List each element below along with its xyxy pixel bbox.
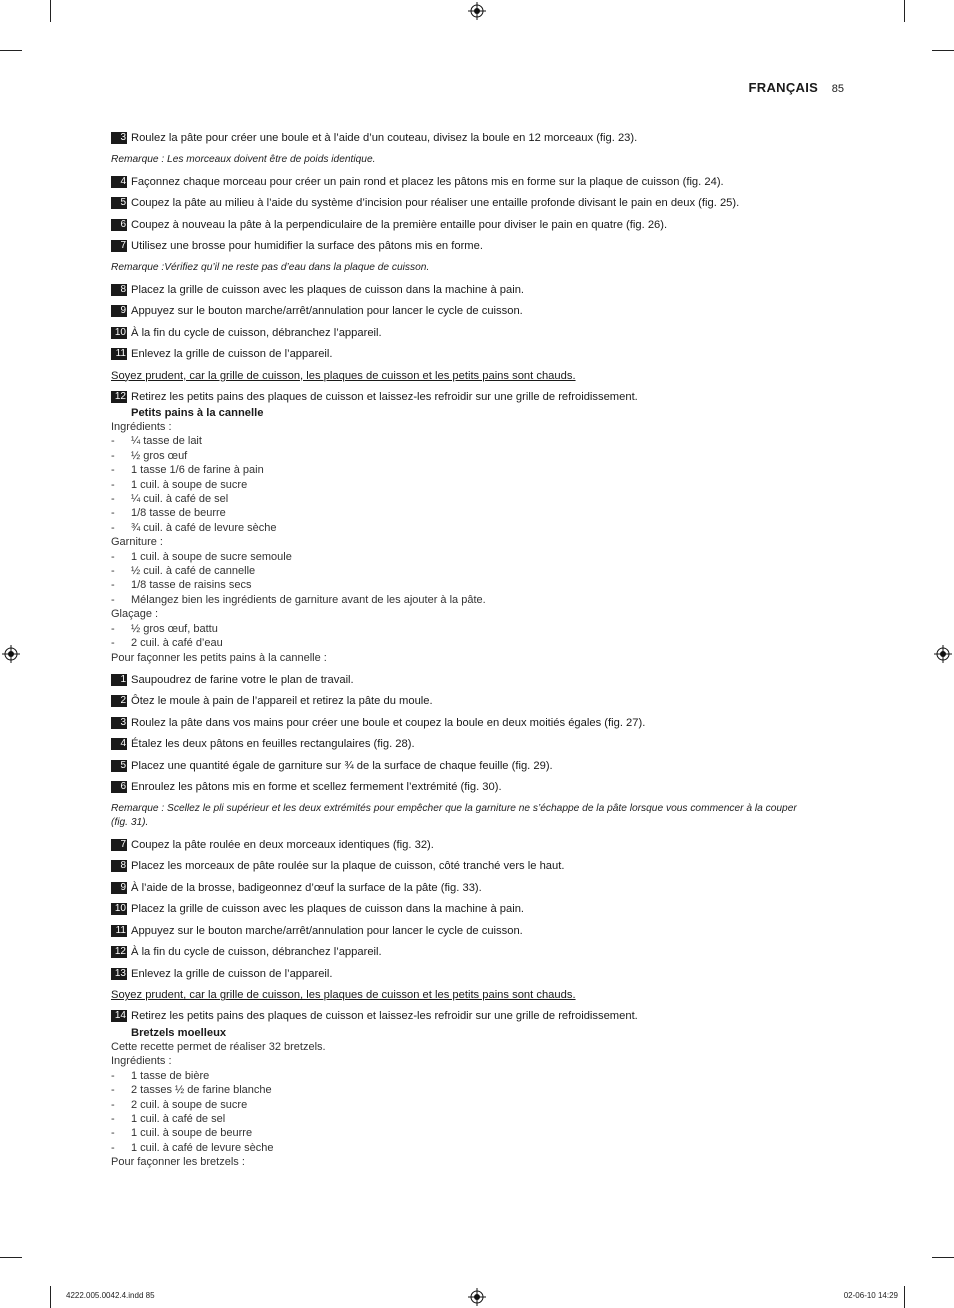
crosshair-registration-icon [468,1288,486,1306]
step-text: Utilisez une brosse pour humidifier la surface des pâtons mis en forme. [131,240,483,252]
dash-bullet: - [111,435,115,448]
list-item-text: ¼ cuil. à café de sel [131,493,229,506]
step-item [111,759,831,781]
dash-bullet: - [111,1069,115,1082]
intro-text: Cette recette permet de réaliser 32 bretzels. [111,1040,326,1053]
dash-bullet: - [111,1112,115,1125]
crop-mark [50,1286,51,1308]
step-number: 3 [111,132,127,144]
dash-bullet: - [111,637,115,650]
list-item [111,463,831,477]
step-item [111,924,831,946]
step-item [111,838,831,860]
crop-mark [904,0,905,22]
shape-label: Pour façonner les bretzels : [111,1156,245,1169]
step-list [111,175,831,261]
step-text: Appuyez sur le bouton marche/arrêt/annulation pour lancer le cycle de cuisson. [131,305,523,317]
step-number: 4 [111,176,127,188]
step-text: Retirez les petits pains des plaques de cuisson et laissez-les refroidir sur une grille de refroidissement. [131,1010,638,1023]
step-item [111,694,831,716]
crop-mark [932,1257,954,1258]
crosshair-registration-icon [2,645,20,663]
step-item [111,347,831,369]
step-item [111,716,831,738]
step-text: Appuyez sur le bouton marche/arrêt/annulation pour lancer le cycle de cuisson. [131,924,523,937]
step-item [111,902,831,924]
step-number: 1 [111,674,127,686]
step-number: 7 [111,240,127,252]
glaze-list [111,622,831,651]
step-list [111,673,831,802]
step-number: 5 [111,760,127,772]
dash-bullet: - [111,464,115,477]
step-item [111,326,831,348]
ingredients-label: Ingrédients : [111,1055,172,1068]
step-item [111,881,831,903]
list-item [111,506,831,520]
list-item [111,1126,831,1140]
step-text: Placez une quantité égale de garniture sur ¾ de la surface de chaque feuille (fig. 29). [131,759,553,772]
crop-mark [50,0,51,22]
step-text: Placez la grille de cuisson avec les plaques de cuisson dans la machine à pain. [131,903,525,916]
list-item-text: 1 cuil. à soupe de sucre semoule [131,550,292,563]
step-number: 9 [111,305,127,317]
list-item-text: Mélangez bien les ingrédients de garniture avant de les ajouter à la pâte. [131,593,486,606]
step-number: 10 [111,903,127,915]
step-item [111,304,831,326]
list-item [111,492,831,506]
list-item-text: 1 tasse 1/6 de farine à pain [131,464,264,477]
step-text: À la fin du cycle de cuisson, débranchez l’appareil. [131,946,382,959]
footer-date: 02-06-10 14:29 [843,1291,898,1300]
list-item [111,622,831,636]
dash-bullet: - [111,1127,115,1140]
step-item [111,737,831,759]
dash-bullet: - [111,593,115,606]
step-list [111,390,831,412]
step-number: 6 [111,219,127,231]
step-item [111,196,831,218]
list-item-text: 1 cuil. à soupe de beurre [131,1127,253,1140]
step-number: 14 [111,1010,127,1022]
step-list [111,131,831,153]
list-item [111,550,831,564]
list-item-text: 2 cuil. à soupe de sucre [131,1098,248,1111]
step-item [111,175,831,197]
step-item [111,859,831,881]
list-item [111,449,831,463]
step-text: Roulez la pâte pour créer une boule et à l’aide d’un couteau, divisez la boule en 12 morceaux (fig. 23). [131,132,638,144]
step-text: Étalez les deux pâtons en feuilles rectangulaires (fig. 28). [131,738,415,751]
step-item [111,239,831,261]
step-text: À la fin du cycle de cuisson, débranchez l’appareil. [131,326,382,339]
step-number: 2 [111,695,127,707]
list-item [111,1098,831,1112]
dash-bullet: - [111,521,115,534]
page-number: 85 [831,83,844,95]
step-number: 5 [111,197,127,209]
list-item-text: ½ gros œuf, battu [131,622,218,635]
step-number: 7 [111,839,127,851]
crosshair-registration-icon [934,645,952,663]
crop-mark [932,50,954,51]
step-text: Façonnez chaque morceau pour créer un pain rond et placez les pâtons mis en forme sur la plaque de cuisson (fig. 24). [131,175,724,188]
list-item [111,1141,831,1155]
step-number: 4 [111,738,127,750]
step-text: Roulez la pâte dans vos mains pour créer une boule et coupez la boule en deux moitiés égales (fig. 27). [131,716,646,729]
dash-bullet: - [111,449,115,462]
dash-bullet: - [111,1098,115,1111]
list-item [111,434,831,448]
dash-bullet: - [111,550,115,563]
step-item [111,673,831,695]
list-item [111,578,831,592]
note: Remarque : Scellez le pli supérieur et les deux extrémités pour empêcher que la garniture ne s’échappe de la pâte lorsque vous commencer à la couper (fig. 31). [111,802,797,828]
language-label: FRANÇAIS [748,80,819,95]
list-item [111,521,831,535]
crosshair-registration-icon [468,2,486,20]
crop-mark [0,1257,22,1258]
dash-bullet: - [111,507,115,520]
step-item [111,780,831,802]
dash-bullet: - [111,565,115,578]
step-number: 8 [111,284,127,296]
dash-bullet: - [111,579,115,592]
glaze-label: Glaçage : [111,608,159,621]
step-text: Enlevez la grille de cuisson de l’appareil. [131,967,333,980]
list-item-text: 1 cuil. à café de levure sèche [131,1141,274,1154]
step-text: Placez la grille de cuisson avec les plaques de cuisson dans la machine à pain. [131,283,525,296]
crop-mark [904,1286,905,1308]
step-item [111,945,831,967]
ingredient-list [111,1069,831,1155]
list-item [111,593,831,607]
step-list [111,1009,831,1031]
list-item [111,1112,831,1126]
shape-label: Pour façonner les petits pains à la cannelle : [111,651,327,664]
step-number: 3 [111,717,127,729]
footer-file: 4222.005.0042.4.indd 85 [66,1291,155,1300]
step-item [111,131,831,153]
dash-bullet: - [111,1141,115,1154]
dash-bullet: - [111,1084,115,1097]
step-text: À l’aide de la brosse, badigeonnez d’œuf la surface de la pâte (fig. 33). [131,881,482,894]
step-text: Retirez les petits pains des plaques de cuisson et laissez-les refroidir sur une grille de refroidissement. [131,390,638,403]
step-text: Coupez à nouveau la pâte à la perpendiculaire de la première entaille pour diviser le pain en quatre (fig. 26). [131,218,668,231]
garnish-label: Garniture : [111,536,163,549]
ingredients-label: Ingrédients : [111,421,172,433]
list-item-text: ¾ cuil. à café de levure sèche [131,521,277,534]
document-body [111,131,831,1170]
dash-bullet: - [111,478,115,491]
step-item [111,1009,831,1031]
list-item-text: 1 cuil. à soupe de sucre [131,478,248,491]
step-list [111,283,831,369]
list-item-text: 2 cuil. à café d’eau [131,637,223,650]
step-number: 13 [111,968,127,980]
dash-bullet: - [111,622,115,635]
list-item-text: 1 cuil. à café de sel [131,1112,226,1125]
crop-mark [0,50,22,51]
list-item-text: 1/8 tasse de raisins secs [131,579,252,592]
warning: Soyez prudent, car la grille de cuisson, les plaques de cuisson et les petits pains sont chauds. [111,989,576,1002]
list-item-text: ½ gros œuf [131,449,188,462]
list-item [111,1069,831,1083]
step-item [111,967,831,989]
list-item-text: 2 tasses ½ de farine blanche [131,1084,272,1097]
step-number: 12 [111,946,127,958]
step-text: Coupez la pâte au milieu à l’aide du système d’incision pour réaliser une entaille profonde divisant le pain en deux (fig. 25). [131,197,740,209]
list-item-text: 1/8 tasse de beurre [131,507,226,520]
step-text: Saupoudrez de farine votre le plan de travail. [131,673,354,686]
step-list [111,838,831,989]
page-header [749,80,844,95]
note: Remarque :Vérifiez qu’il ne reste pas d’eau dans la plaque de cuisson. [111,261,430,273]
step-number: 11 [111,925,127,937]
list-item-text: ¼ tasse de lait [131,435,202,448]
step-number: 6 [111,781,127,793]
list-item [111,636,831,650]
dash-bullet: - [111,493,115,506]
ingredient-list [111,434,831,535]
step-number: 11 [111,348,127,360]
step-number: 8 [111,860,127,872]
step-number: 12 [111,391,127,403]
section-title: Bretzels moelleux [131,1026,227,1039]
step-number: 9 [111,882,127,894]
step-text: Enlevez la grille de cuisson de l’appareil. [131,348,333,360]
step-item [111,390,831,412]
list-item [111,564,831,578]
list-item-text: 1 tasse de bière [131,1069,210,1082]
step-text: Coupez la pâte roulée en deux morceaux identiques (fig. 32). [131,838,434,851]
warning: Soyez prudent, car la grille de cuisson, les plaques de cuisson et les petits pains sont chauds. [111,369,576,382]
note: Remarque : Les morceaux doivent être de poids identique. [111,153,376,165]
section-title: Petits pains à la cannelle [131,407,264,419]
step-number: 10 [111,327,127,339]
list-item [111,1083,831,1097]
step-text: Placez les morceaux de pâte roulée sur la plaque de cuisson, côté tranché vers le haut. [131,860,565,873]
list-item-text: ½ cuil. à café de cannelle [131,565,256,578]
step-text: Enroulez les pâtons mis en forme et scellez fermement l’extrémité (fig. 30). [131,781,502,794]
step-text: Ôtez le moule à pain de l’appareil et retirez la pâte du moule. [131,695,433,708]
step-item [111,218,831,240]
list-item [111,478,831,492]
garnish-list [111,550,831,608]
step-item [111,283,831,305]
